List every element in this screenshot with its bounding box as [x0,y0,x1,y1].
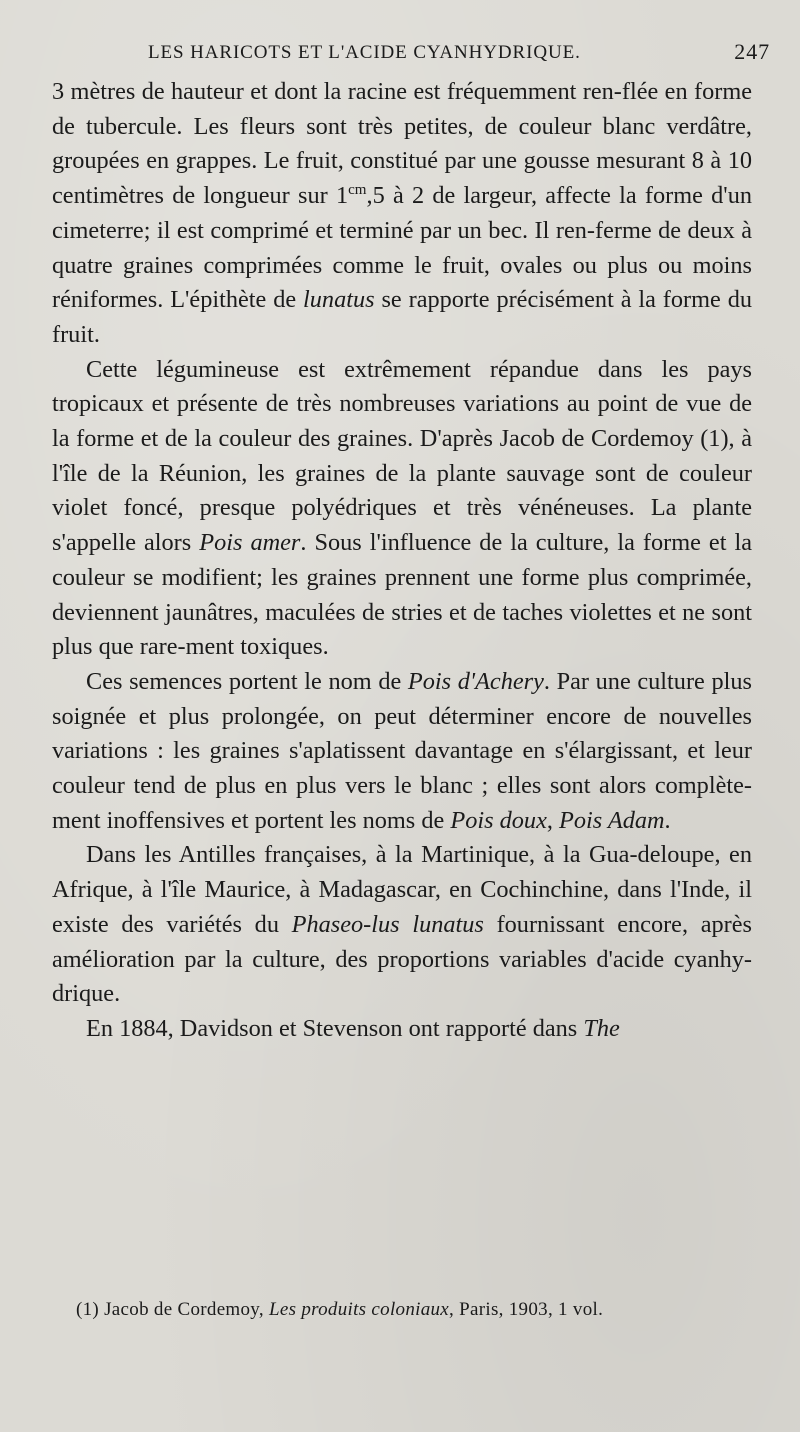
italic-text: Phaseo-lus lunatus [291,910,484,938]
text-run: . [664,806,671,834]
superscript-text: cm [348,182,367,199]
italic-text: The [583,1014,620,1042]
page-number: 247 [734,39,770,64]
text-run: fournissant encore, après amélioration par la culture, des proportions variables d'acide cyanhy-drique. [52,910,752,1008]
text-run: 3 mètres de hauteur et dont la racine est fréquemment ren-flée en forme de tubercule. Les fleurs sont très petites, de couleur blanc verdâtre, groupées en grappes. Le fruit, constitué par une gousse mesurant 8 à 10 centimètres de longueur sur 1 [52,78,752,210]
text-run: Ces semences portent le nom de [86,667,408,695]
text-run: . Par une culture plus soignée et plus prolongée, on peut déterminer encore de nouvelles variations : les graines s'aplatissent davantage en s'élargissant, et leur couleur tend de plus en plus vers le blanc ; elles sont alors complète-ment inoffensives et portent les noms de [52,667,752,834]
paragraph [52,75,752,353]
footnote [76,1297,756,1323]
paragraph [52,353,752,665]
italic-text: Pois d'Achery [407,667,544,695]
italic-text: Pois amer [199,529,301,557]
text-run: En 1884, Davidson et Stevenson ont rapporté dans [86,1014,584,1042]
italic-text: Les produits coloniaux [268,1299,450,1320]
italic-text: lunatus [303,286,375,314]
text-run: ,5 à 2 de largeur, affecte la forme d'un cimeterre; il est comprimé et terminé par un bec. Il ren-ferme de deux à quatre graines comprimées comme le fruit, ovales ou plus ou moins réniformes. L'épithète de [52,182,752,314]
text-run: Cette légumineuse est extrêmement répandue dans les pays tropicaux et présente de très nombreuses variations au point de vue de la forme et de la couleur des graines. D'après Jacob de Cordemoy (1), à l'île de la Réunion, les graines de la plante sauvage sont de couleur violet foncé, presque polyédriques et très vénéneuses. La plante s'appelle alors [52,355,752,557]
italic-text: Pois doux [450,806,547,834]
text-run: , Paris, 1903, 1 vol. [449,1299,604,1320]
text-run: Dans les Antilles françaises, à la Martinique, à la Gua-deloupe, en Afrique, à l'île Maurice, à Madagascar, en Cochinchine, dans l'Inde, il existe des variétés du [52,841,752,938]
text-run: . Sous l'influence de la culture, la forme et la couleur se modifient; les graines prennent une forme plus comprimée, deviennent jaunâtres, maculées de stries et de taches violettes et ne sont plus que rare-ment toxiques. [52,529,752,661]
paragraph [52,1012,752,1047]
text-run: (1) Jacob de Cordemoy, [76,1299,269,1320]
running-head [148,39,770,70]
running-head-title: LES HARICOTS ET L'ACIDE CYANHYDRIQUE. [148,42,581,63]
paragraph [52,665,752,839]
body-text [52,75,752,1047]
italic-text: Pois Adam [559,806,665,834]
text-run: , [546,806,560,834]
paragraph [52,838,752,1012]
text-run: se rapporte précisément à la forme du fruit. [52,286,752,348]
